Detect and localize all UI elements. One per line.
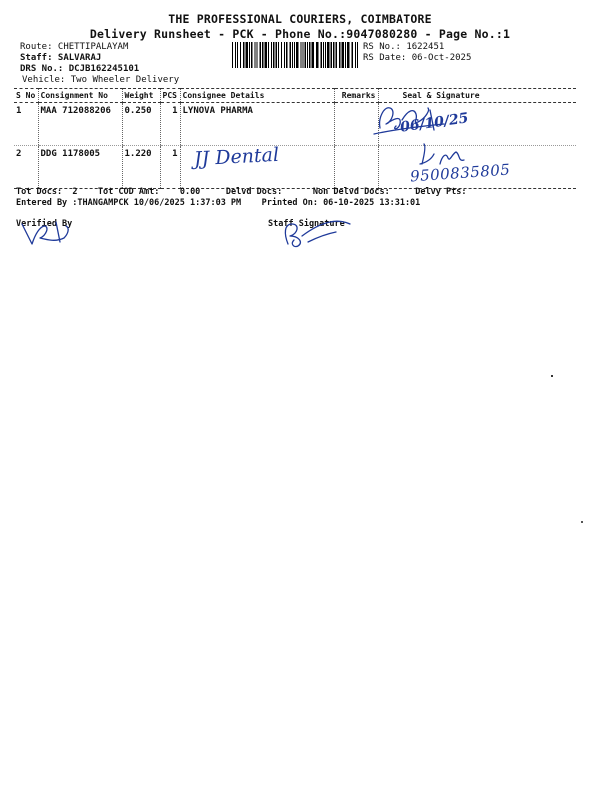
barcode-bar	[336, 42, 338, 68]
barcode-bar	[251, 42, 253, 68]
handwritten-phone-row2: 9500835805	[409, 160, 511, 186]
col-header-signature: Seal & Signature	[378, 89, 576, 103]
rs-number: RS No.: 1622451	[363, 42, 445, 52]
barcode-bar	[333, 42, 335, 68]
barcode-bar	[271, 42, 272, 68]
company-title: THE PROFESSIONAL COURIERS, COIMBATORE	[168, 12, 432, 26]
barcode-bar	[347, 42, 350, 68]
cell-sno: 1	[14, 103, 38, 146]
col-header-consignment: Consignment No	[38, 89, 122, 103]
barcode-bar	[278, 42, 279, 68]
tot-docs-value: 2	[72, 187, 78, 197]
barcode-bar	[294, 42, 295, 68]
staff-signature-image	[276, 216, 356, 254]
table-row	[14, 103, 576, 146]
barcode-bar	[339, 42, 341, 68]
cell-consignment: DDG 1178005	[38, 146, 122, 189]
cell-weight: 1.220	[122, 146, 160, 189]
barcode-bar	[284, 42, 285, 68]
barcode-bar	[286, 42, 288, 68]
barcode-bar	[237, 42, 238, 68]
entered-by: Entered By :THANGAMPCK 10/06/2025 1:37:03 PM	[16, 198, 242, 208]
cell-sno: 2	[14, 146, 38, 189]
barcode-bar	[260, 42, 262, 68]
staff-signature-label: Staff Signature	[268, 219, 345, 229]
barcode-bar	[255, 42, 256, 68]
barcode-bar	[249, 42, 250, 68]
barcode-bar	[312, 42, 315, 68]
barcode-bar	[262, 42, 264, 68]
entry-line	[16, 198, 420, 208]
tot-cod-value: 0.00	[179, 187, 201, 197]
barcode-bar	[276, 42, 278, 68]
barcode-bar	[265, 42, 268, 68]
barcode-bar	[268, 42, 269, 68]
barcode-bar	[292, 42, 293, 68]
barcode-bar	[235, 42, 236, 68]
scan-speck	[581, 521, 583, 523]
verified-by-label: Verified By	[16, 219, 73, 229]
barcode-bar	[240, 42, 241, 68]
barcode-bar	[246, 42, 249, 68]
runsheet-subtitle: Delivery Runsheet - PCK - Phone No.:9047080280 - Page No.:1	[89, 27, 511, 41]
route-label: Route: CHETTIPALAYAM	[20, 42, 129, 52]
barcode-bar	[323, 42, 324, 68]
non-delvd-docs-label: Non Delvd Docs:	[312, 187, 390, 197]
col-header-weight: Weight	[122, 89, 160, 103]
barcode-bar	[232, 42, 233, 68]
barcode-bar	[301, 42, 302, 68]
col-header-sno: S No	[14, 89, 38, 103]
barcode-bar	[345, 42, 346, 68]
table-header-row	[14, 89, 576, 103]
delvy-pts-label: Delvy Pts:	[415, 187, 467, 197]
verifier-signature-image	[16, 218, 76, 252]
cell-pcs: 1	[160, 103, 180, 146]
barcode-bar	[307, 42, 308, 68]
barcode-bar	[327, 42, 330, 68]
barcode-bar	[352, 42, 354, 68]
col-header-consignee: Consignee Details	[180, 89, 334, 103]
barcode-bar	[281, 42, 282, 68]
cell-weight: 0.250	[122, 103, 160, 146]
barcode-bar	[309, 42, 311, 68]
rs-date: RS Date: 06-Oct-2025	[363, 53, 472, 63]
cell-pcs: 1	[160, 146, 180, 189]
barcode-image	[232, 42, 360, 68]
barcode-bar	[342, 42, 345, 68]
printed-on: Printed On: 06-10-2025 13:31:01	[261, 198, 421, 208]
handwritten-date-row1: 06/10/25	[399, 110, 470, 136]
vehicle-label: Vehicle: Two Wheeler Delivery	[22, 75, 180, 85]
tot-cod-label: Tot COD Amt:	[97, 187, 160, 197]
col-header-remarks: Remarks	[334, 89, 378, 103]
scan-speck	[551, 375, 553, 377]
cell-consignment: MAA 712088206	[38, 103, 122, 146]
tot-docs-label: Tot Docs:	[16, 187, 63, 197]
barcode-bar	[331, 42, 333, 68]
barcode-bar	[305, 42, 307, 68]
barcode-bar	[296, 42, 299, 68]
barcode-bar	[257, 42, 258, 68]
barcode-bar	[325, 42, 326, 68]
barcode-bar	[303, 42, 304, 68]
barcode-bar	[290, 42, 292, 68]
staff-label: Staff: SALVARAJ	[20, 53, 102, 63]
barcode-bar	[316, 42, 319, 68]
totals-line	[16, 187, 466, 197]
barcode-bar	[357, 42, 358, 68]
barcode-bar	[321, 42, 323, 68]
barcode-bar	[273, 42, 275, 68]
barcode-bar	[355, 42, 356, 68]
cell-remarks	[334, 146, 378, 189]
col-header-pcs: PCS	[160, 89, 180, 103]
drs-number: DRS No.: DCJB162245101	[20, 64, 140, 74]
cell-consignee: LYNOVA PHARMA	[180, 103, 334, 146]
handwritten-consignee-row2: JJ Dental	[193, 143, 280, 171]
delvd-docs-label: Delvd Docs:	[225, 187, 283, 197]
barcode-bar	[243, 42, 245, 68]
